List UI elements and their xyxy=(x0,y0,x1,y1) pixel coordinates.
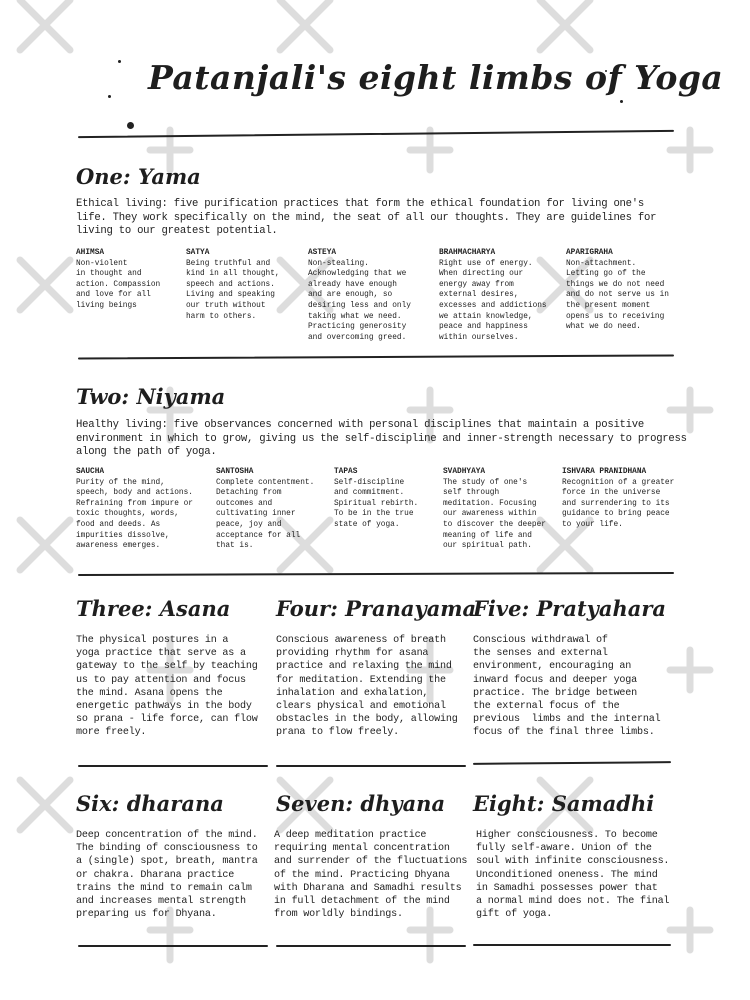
yama-intro: Ethical living: five purification practices that form the ethical foundation for living one's life. They work specifically on the mind, the seat of all our thoughts. They are guidelines for living to our greatest potential. xyxy=(76,198,657,237)
item-text: Non-stealing. Acknowledging that we already have enough and are enough, so desiring less and only taking what we need. Practicing generosity and overcoming greed. xyxy=(308,259,411,342)
divider xyxy=(78,765,268,767)
yama-item-satya xyxy=(186,248,280,322)
item-name: SATYA xyxy=(186,249,210,257)
limb-heading-pratyahara: Five: Pratyahara xyxy=(473,596,667,621)
divider xyxy=(276,945,466,947)
divider xyxy=(276,765,466,767)
yama-item-ahimsa xyxy=(76,248,160,312)
item-name: AHIMSA xyxy=(76,249,105,257)
item-name: ISHVARA PRANIDHANA xyxy=(562,468,647,476)
item-text: Recognition of a greater force in the universe and surrendering to its guidance to bring peace to your life. xyxy=(562,478,675,529)
ink-splatter xyxy=(118,60,121,63)
niyama-item-santosha xyxy=(216,467,314,552)
item-text: Non-violent in thought and action. Compassion and love for all living beings xyxy=(76,259,161,310)
ink-splatter xyxy=(127,122,134,129)
item-text: Non-attachment. Letting go of the things we do not need and do not serve us in the present moment opens us to receiving what we do need. xyxy=(566,259,669,332)
item-name: APARIGRAHA xyxy=(566,249,613,257)
niyama-item-svadhyaya xyxy=(443,467,546,552)
limb-text-pratyahara: Conscious withdrawal of the senses and external environment, encouraging an inward focus and deeper yoga practice. The bridge between the external focus of the previous limbs and the internal focus of the final three limbs. xyxy=(473,635,661,739)
niyama-item-saucha xyxy=(76,467,193,552)
item-text: Self-discipline and commitment. Spiritual rebirth. To be in the true state of yoga. xyxy=(334,478,419,529)
item-name: SANTOSHA xyxy=(216,468,254,476)
limb-text-pranayama: Conscious awareness of breath providing rhythm for asana practice and relaxing the mind for meditation. Extending the inhalation and exhalation, clears physical and emotional obstacles in the body, allowing prana to flow freely. xyxy=(276,635,458,739)
niyama-item-ishvara-pranidhana xyxy=(562,467,674,531)
limb-text-dharana: Deep concentration of the mind. The binding of consciousness to a (single) spot, breath, mantra or chakra. Dharana practice trains the mind to remain calm and increases mental strength preparing us for Dhyana. xyxy=(76,830,258,921)
ink-splatter xyxy=(620,100,623,103)
limb-text-asana: The physical postures in a yoga practice that serve as a gateway to the self by teaching us to pay attention and focus the mind. Asana opens the energetic pathways in the body so prana - life force, can flow more freely. xyxy=(76,635,258,739)
limb-heading-asana: Three: Asana xyxy=(76,596,231,621)
yama-item-brahmacharya xyxy=(439,248,547,343)
limb-heading-dhyana: Seven: dhyana xyxy=(276,791,446,816)
yama-item-asteya xyxy=(308,248,411,343)
item-name: TAPAS xyxy=(334,468,358,476)
divider xyxy=(78,945,268,947)
divider xyxy=(78,572,674,576)
divider xyxy=(473,761,671,765)
page-title: Patanjali's eight limbs of Yoga xyxy=(148,58,724,97)
limb-heading-dharana: Six: dharana xyxy=(76,791,224,816)
limb-text-dhyana: A deep meditation practice requiring mental concentration and surrender of the fluctuations of the mind. Practicing Dhyana with Dharana and Samadhi results in full detachment of the mind from worldly bindings. xyxy=(274,830,468,921)
item-name: ASTEYA xyxy=(308,249,337,257)
niyama-item-tapas xyxy=(334,467,418,531)
item-name: SAUCHA xyxy=(76,468,105,476)
item-text: Complete contentment. Detaching from outcomes and cultivating inner peace, joy and acceptance for all that is. xyxy=(216,478,315,551)
item-text: Being truthful and kind in all thought, speech and actions. Living and speaking our truth without harm to others. xyxy=(186,259,280,321)
item-name: SVADHYAYA xyxy=(443,468,486,476)
divider xyxy=(473,944,671,946)
yama-item-aparigraha xyxy=(566,248,669,333)
section-heading-yama: One: Yama xyxy=(76,164,201,189)
item-text: The study of one's self through meditation. Focusing our awareness within to discover the deeper meaning of life and our spiritual path. xyxy=(443,478,546,551)
limb-text-samadhi: Higher consciousness. To become fully self-aware. Union of the soul with infinite consciousness. Unconditioned oneness. The mind in Samadhi possesses power that a normal mind does not. The final gift of yoga. xyxy=(476,830,670,921)
divider xyxy=(78,354,674,359)
divider xyxy=(78,130,674,138)
item-text: Right use of energy. When directing our energy away from external desires, excesses and addictions we attain knowledge, peace and happiness within ourselves. xyxy=(439,259,547,342)
section-heading-niyama: Two: Niyama xyxy=(76,384,226,409)
item-name: BRAHMACHARYA xyxy=(439,249,496,257)
limb-heading-pranayama: Four: Pranayama xyxy=(276,596,477,621)
item-text: Purity of the mind, speech, body and actions. Refraining from impure or toxic thoughts, words, food and deeds. As impurities dissolve, awareness emerges. xyxy=(76,478,193,551)
niyama-intro: Healthy living: five observances concerned with personal disciplines that maintain a positive environment in which to grow, giving us the self-discipline and inner-strength necessary to progress along the path of yoga. xyxy=(76,419,687,458)
ink-splatter xyxy=(108,95,111,98)
limb-heading-samadhi: Eight: Samadhi xyxy=(473,791,655,816)
